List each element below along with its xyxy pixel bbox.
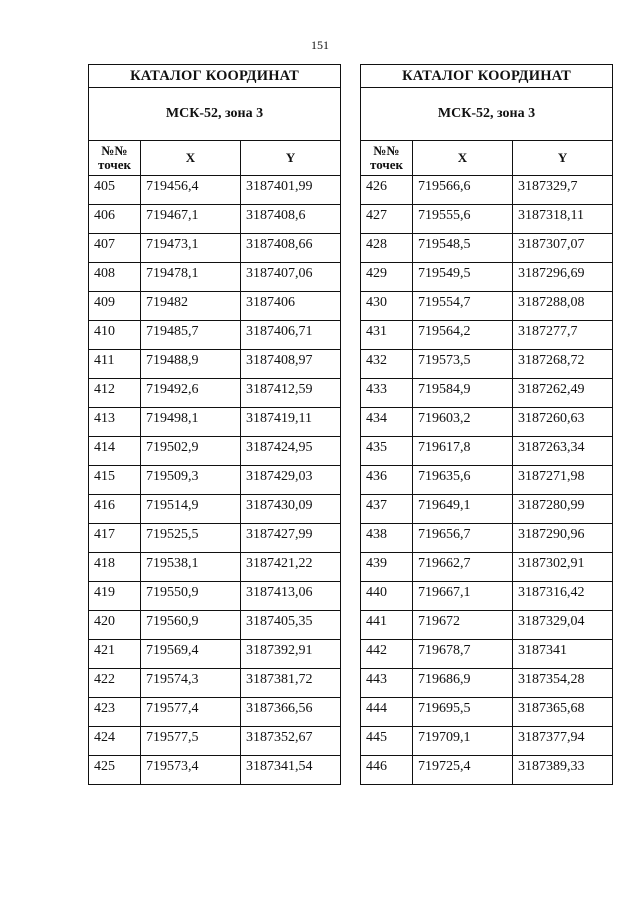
x-coordinate-cell: 719635,6 xyxy=(413,466,513,495)
x-coordinate-cell: 719478,1 xyxy=(141,263,241,292)
x-coordinate-cell: 719656,7 xyxy=(413,524,513,553)
point-number-cell: 424 xyxy=(89,727,141,756)
table-row xyxy=(361,640,613,669)
table-row xyxy=(89,698,341,727)
y-coordinate-cell: 3187405,35 xyxy=(241,611,341,640)
table-row xyxy=(361,698,613,727)
point-number-cell: 446 xyxy=(361,756,413,785)
y-coordinate-cell: 3187352,67 xyxy=(241,727,341,756)
y-coordinate-cell: 3187302,91 xyxy=(513,553,613,582)
table-row xyxy=(361,756,613,785)
y-coordinate-cell: 3187288,08 xyxy=(513,292,613,321)
y-coordinate-cell: 3187419,11 xyxy=(241,408,341,437)
table-row xyxy=(89,350,341,379)
table-row xyxy=(361,234,613,263)
catalog-rows xyxy=(361,176,613,785)
coordinate-catalog-right xyxy=(360,64,613,785)
x-coordinate-cell: 719667,1 xyxy=(413,582,513,611)
x-coordinate-cell: 719617,8 xyxy=(413,437,513,466)
y-coordinate-cell: 3187341 xyxy=(513,640,613,669)
point-number-header-line2: точек xyxy=(370,157,403,172)
point-number-cell: 441 xyxy=(361,611,413,640)
table-row xyxy=(89,640,341,669)
point-number-cell: 445 xyxy=(361,727,413,756)
table-row xyxy=(361,582,613,611)
table-row xyxy=(89,553,341,582)
point-number-cell: 414 xyxy=(89,437,141,466)
table-row xyxy=(89,669,341,698)
x-coordinate-cell: 719502,9 xyxy=(141,437,241,466)
point-number-cell: 433 xyxy=(361,379,413,408)
y-coordinate-cell: 3187260,63 xyxy=(513,408,613,437)
table-row xyxy=(361,437,613,466)
x-header: X xyxy=(413,141,513,176)
table-row xyxy=(89,234,341,263)
x-coordinate-cell: 719577,5 xyxy=(141,727,241,756)
point-number-cell: 413 xyxy=(89,408,141,437)
point-number-cell: 420 xyxy=(89,611,141,640)
y-coordinate-cell: 3187429,03 xyxy=(241,466,341,495)
point-number-cell: 425 xyxy=(89,756,141,785)
point-number-header-line1: №№ xyxy=(373,143,400,158)
table-row xyxy=(89,408,341,437)
y-coordinate-cell: 3187427,99 xyxy=(241,524,341,553)
table-row xyxy=(361,408,613,437)
y-coordinate-cell: 3187381,72 xyxy=(241,669,341,698)
x-coordinate-cell: 719560,9 xyxy=(141,611,241,640)
point-number-header-line2: точек xyxy=(98,157,131,172)
point-number-header xyxy=(361,141,413,176)
y-coordinate-cell: 3187263,34 xyxy=(513,437,613,466)
point-number-cell: 416 xyxy=(89,495,141,524)
x-coordinate-cell: 719574,3 xyxy=(141,669,241,698)
point-number-cell: 436 xyxy=(361,466,413,495)
y-coordinate-cell: 3187421,22 xyxy=(241,553,341,582)
point-number-cell: 408 xyxy=(89,263,141,292)
table-row xyxy=(361,379,613,408)
table-row xyxy=(361,292,613,321)
point-number-header-line1: №№ xyxy=(101,143,128,158)
point-number-cell: 417 xyxy=(89,524,141,553)
point-number-cell: 415 xyxy=(89,466,141,495)
point-number-cell: 410 xyxy=(89,321,141,350)
x-coordinate-cell: 719554,7 xyxy=(413,292,513,321)
table-row xyxy=(361,524,613,553)
table-row xyxy=(89,727,341,756)
x-coordinate-cell: 719573,5 xyxy=(413,350,513,379)
x-coordinate-cell: 719488,9 xyxy=(141,350,241,379)
catalog-rows xyxy=(89,176,341,785)
y-coordinate-cell: 3187354,28 xyxy=(513,669,613,698)
point-number-cell: 421 xyxy=(89,640,141,669)
point-number-cell: 406 xyxy=(89,205,141,234)
table-row xyxy=(89,524,341,553)
table-row xyxy=(89,292,341,321)
table-row xyxy=(89,263,341,292)
x-coordinate-cell: 719564,2 xyxy=(413,321,513,350)
table-row xyxy=(89,611,341,640)
y-coordinate-cell: 3187329,04 xyxy=(513,611,613,640)
table-row xyxy=(89,437,341,466)
y-coordinate-cell: 3187401,99 xyxy=(241,176,341,205)
x-coordinate-cell: 719603,2 xyxy=(413,408,513,437)
point-number-cell: 440 xyxy=(361,582,413,611)
y-coordinate-cell: 3187290,96 xyxy=(513,524,613,553)
x-header: X xyxy=(141,141,241,176)
y-coordinate-cell: 3187307,07 xyxy=(513,234,613,263)
y-coordinate-cell: 3187377,94 xyxy=(513,727,613,756)
y-coordinate-cell: 3187365,68 xyxy=(513,698,613,727)
point-number-cell: 407 xyxy=(89,234,141,263)
point-number-cell: 422 xyxy=(89,669,141,698)
x-coordinate-cell: 719577,4 xyxy=(141,698,241,727)
point-number-cell: 419 xyxy=(89,582,141,611)
y-coordinate-cell: 3187271,98 xyxy=(513,466,613,495)
table-row xyxy=(361,176,613,205)
point-number-cell: 429 xyxy=(361,263,413,292)
table-row xyxy=(89,495,341,524)
x-coordinate-cell: 719538,1 xyxy=(141,553,241,582)
table-row xyxy=(361,466,613,495)
x-coordinate-cell: 719662,7 xyxy=(413,553,513,582)
y-coordinate-cell: 3187430,09 xyxy=(241,495,341,524)
point-number-cell: 439 xyxy=(361,553,413,582)
x-coordinate-cell: 719525,5 xyxy=(141,524,241,553)
y-coordinate-cell: 3187407,06 xyxy=(241,263,341,292)
x-coordinate-cell: 719514,9 xyxy=(141,495,241,524)
table-row xyxy=(361,205,613,234)
x-coordinate-cell: 719485,7 xyxy=(141,321,241,350)
y-coordinate-cell: 3187277,7 xyxy=(513,321,613,350)
table-row xyxy=(361,611,613,640)
y-coordinate-cell: 3187318,11 xyxy=(513,205,613,234)
y-coordinate-cell: 3187408,97 xyxy=(241,350,341,379)
x-coordinate-cell: 719548,5 xyxy=(413,234,513,263)
y-coordinate-cell: 3187408,66 xyxy=(241,234,341,263)
x-coordinate-cell: 719573,4 xyxy=(141,756,241,785)
point-number-cell: 409 xyxy=(89,292,141,321)
x-coordinate-cell: 719482 xyxy=(141,292,241,321)
table-row xyxy=(89,582,341,611)
point-number-cell: 431 xyxy=(361,321,413,350)
x-coordinate-cell: 719695,5 xyxy=(413,698,513,727)
y-coordinate-cell: 3187329,7 xyxy=(513,176,613,205)
x-coordinate-cell: 719678,7 xyxy=(413,640,513,669)
x-coordinate-cell: 719649,1 xyxy=(413,495,513,524)
x-coordinate-cell: 719473,1 xyxy=(141,234,241,263)
table-row xyxy=(89,176,341,205)
y-header: Y xyxy=(241,141,341,176)
x-coordinate-cell: 719672 xyxy=(413,611,513,640)
x-coordinate-cell: 719492,6 xyxy=(141,379,241,408)
y-coordinate-cell: 3187341,54 xyxy=(241,756,341,785)
y-coordinate-cell: 3187424,95 xyxy=(241,437,341,466)
y-coordinate-cell: 3187262,49 xyxy=(513,379,613,408)
coordinate-catalog-left xyxy=(88,64,341,785)
point-number-cell: 427 xyxy=(361,205,413,234)
x-coordinate-cell: 719555,6 xyxy=(413,205,513,234)
table-row xyxy=(361,669,613,698)
point-number-cell: 432 xyxy=(361,350,413,379)
point-number-cell: 405 xyxy=(89,176,141,205)
table-row xyxy=(89,466,341,495)
y-coordinate-cell: 3187412,59 xyxy=(241,379,341,408)
y-coordinate-cell: 3187268,72 xyxy=(513,350,613,379)
point-number-cell: 434 xyxy=(361,408,413,437)
point-number-cell: 430 xyxy=(361,292,413,321)
x-coordinate-cell: 719709,1 xyxy=(413,727,513,756)
y-header: Y xyxy=(513,141,613,176)
point-number-cell: 428 xyxy=(361,234,413,263)
x-coordinate-cell: 719686,9 xyxy=(413,669,513,698)
y-coordinate-cell: 3187280,99 xyxy=(513,495,613,524)
y-coordinate-cell: 3187413,06 xyxy=(241,582,341,611)
point-number-cell: 411 xyxy=(89,350,141,379)
table-row xyxy=(361,263,613,292)
y-coordinate-cell: 3187316,42 xyxy=(513,582,613,611)
table-row xyxy=(361,553,613,582)
table-row xyxy=(361,350,613,379)
coordinate-system-zone: МСК-52, зона 3 xyxy=(89,88,341,141)
point-number-cell: 426 xyxy=(361,176,413,205)
catalog-title: КАТАЛОГ КООРДИНАТ xyxy=(89,65,341,88)
page-number: 151 xyxy=(311,38,329,52)
point-number-cell: 435 xyxy=(361,437,413,466)
point-number-header xyxy=(89,141,141,176)
point-number-cell: 443 xyxy=(361,669,413,698)
table-row xyxy=(361,727,613,756)
y-coordinate-cell: 3187408,6 xyxy=(241,205,341,234)
x-coordinate-cell: 719467,1 xyxy=(141,205,241,234)
point-number-cell: 442 xyxy=(361,640,413,669)
x-coordinate-cell: 719566,6 xyxy=(413,176,513,205)
table-row xyxy=(361,321,613,350)
y-coordinate-cell: 3187366,56 xyxy=(241,698,341,727)
x-coordinate-cell: 719725,4 xyxy=(413,756,513,785)
y-coordinate-cell: 3187296,69 xyxy=(513,263,613,292)
x-coordinate-cell: 719569,4 xyxy=(141,640,241,669)
catalog-title: КАТАЛОГ КООРДИНАТ xyxy=(361,65,613,88)
coordinate-system-zone: МСК-52, зона 3 xyxy=(361,88,613,141)
point-number-cell: 444 xyxy=(361,698,413,727)
point-number-cell: 418 xyxy=(89,553,141,582)
y-coordinate-cell: 3187406,71 xyxy=(241,321,341,350)
x-coordinate-cell: 719549,5 xyxy=(413,263,513,292)
table-row xyxy=(361,495,613,524)
y-coordinate-cell: 3187389,33 xyxy=(513,756,613,785)
point-number-cell: 437 xyxy=(361,495,413,524)
point-number-cell: 438 xyxy=(361,524,413,553)
table-row xyxy=(89,756,341,785)
y-coordinate-cell: 3187392,91 xyxy=(241,640,341,669)
table-row xyxy=(89,379,341,408)
x-coordinate-cell: 719498,1 xyxy=(141,408,241,437)
point-number-cell: 423 xyxy=(89,698,141,727)
point-number-cell: 412 xyxy=(89,379,141,408)
x-coordinate-cell: 719456,4 xyxy=(141,176,241,205)
x-coordinate-cell: 719509,3 xyxy=(141,466,241,495)
y-coordinate-cell: 3187406 xyxy=(241,292,341,321)
x-coordinate-cell: 719584,9 xyxy=(413,379,513,408)
x-coordinate-cell: 719550,9 xyxy=(141,582,241,611)
table-row xyxy=(89,321,341,350)
table-row xyxy=(89,205,341,234)
